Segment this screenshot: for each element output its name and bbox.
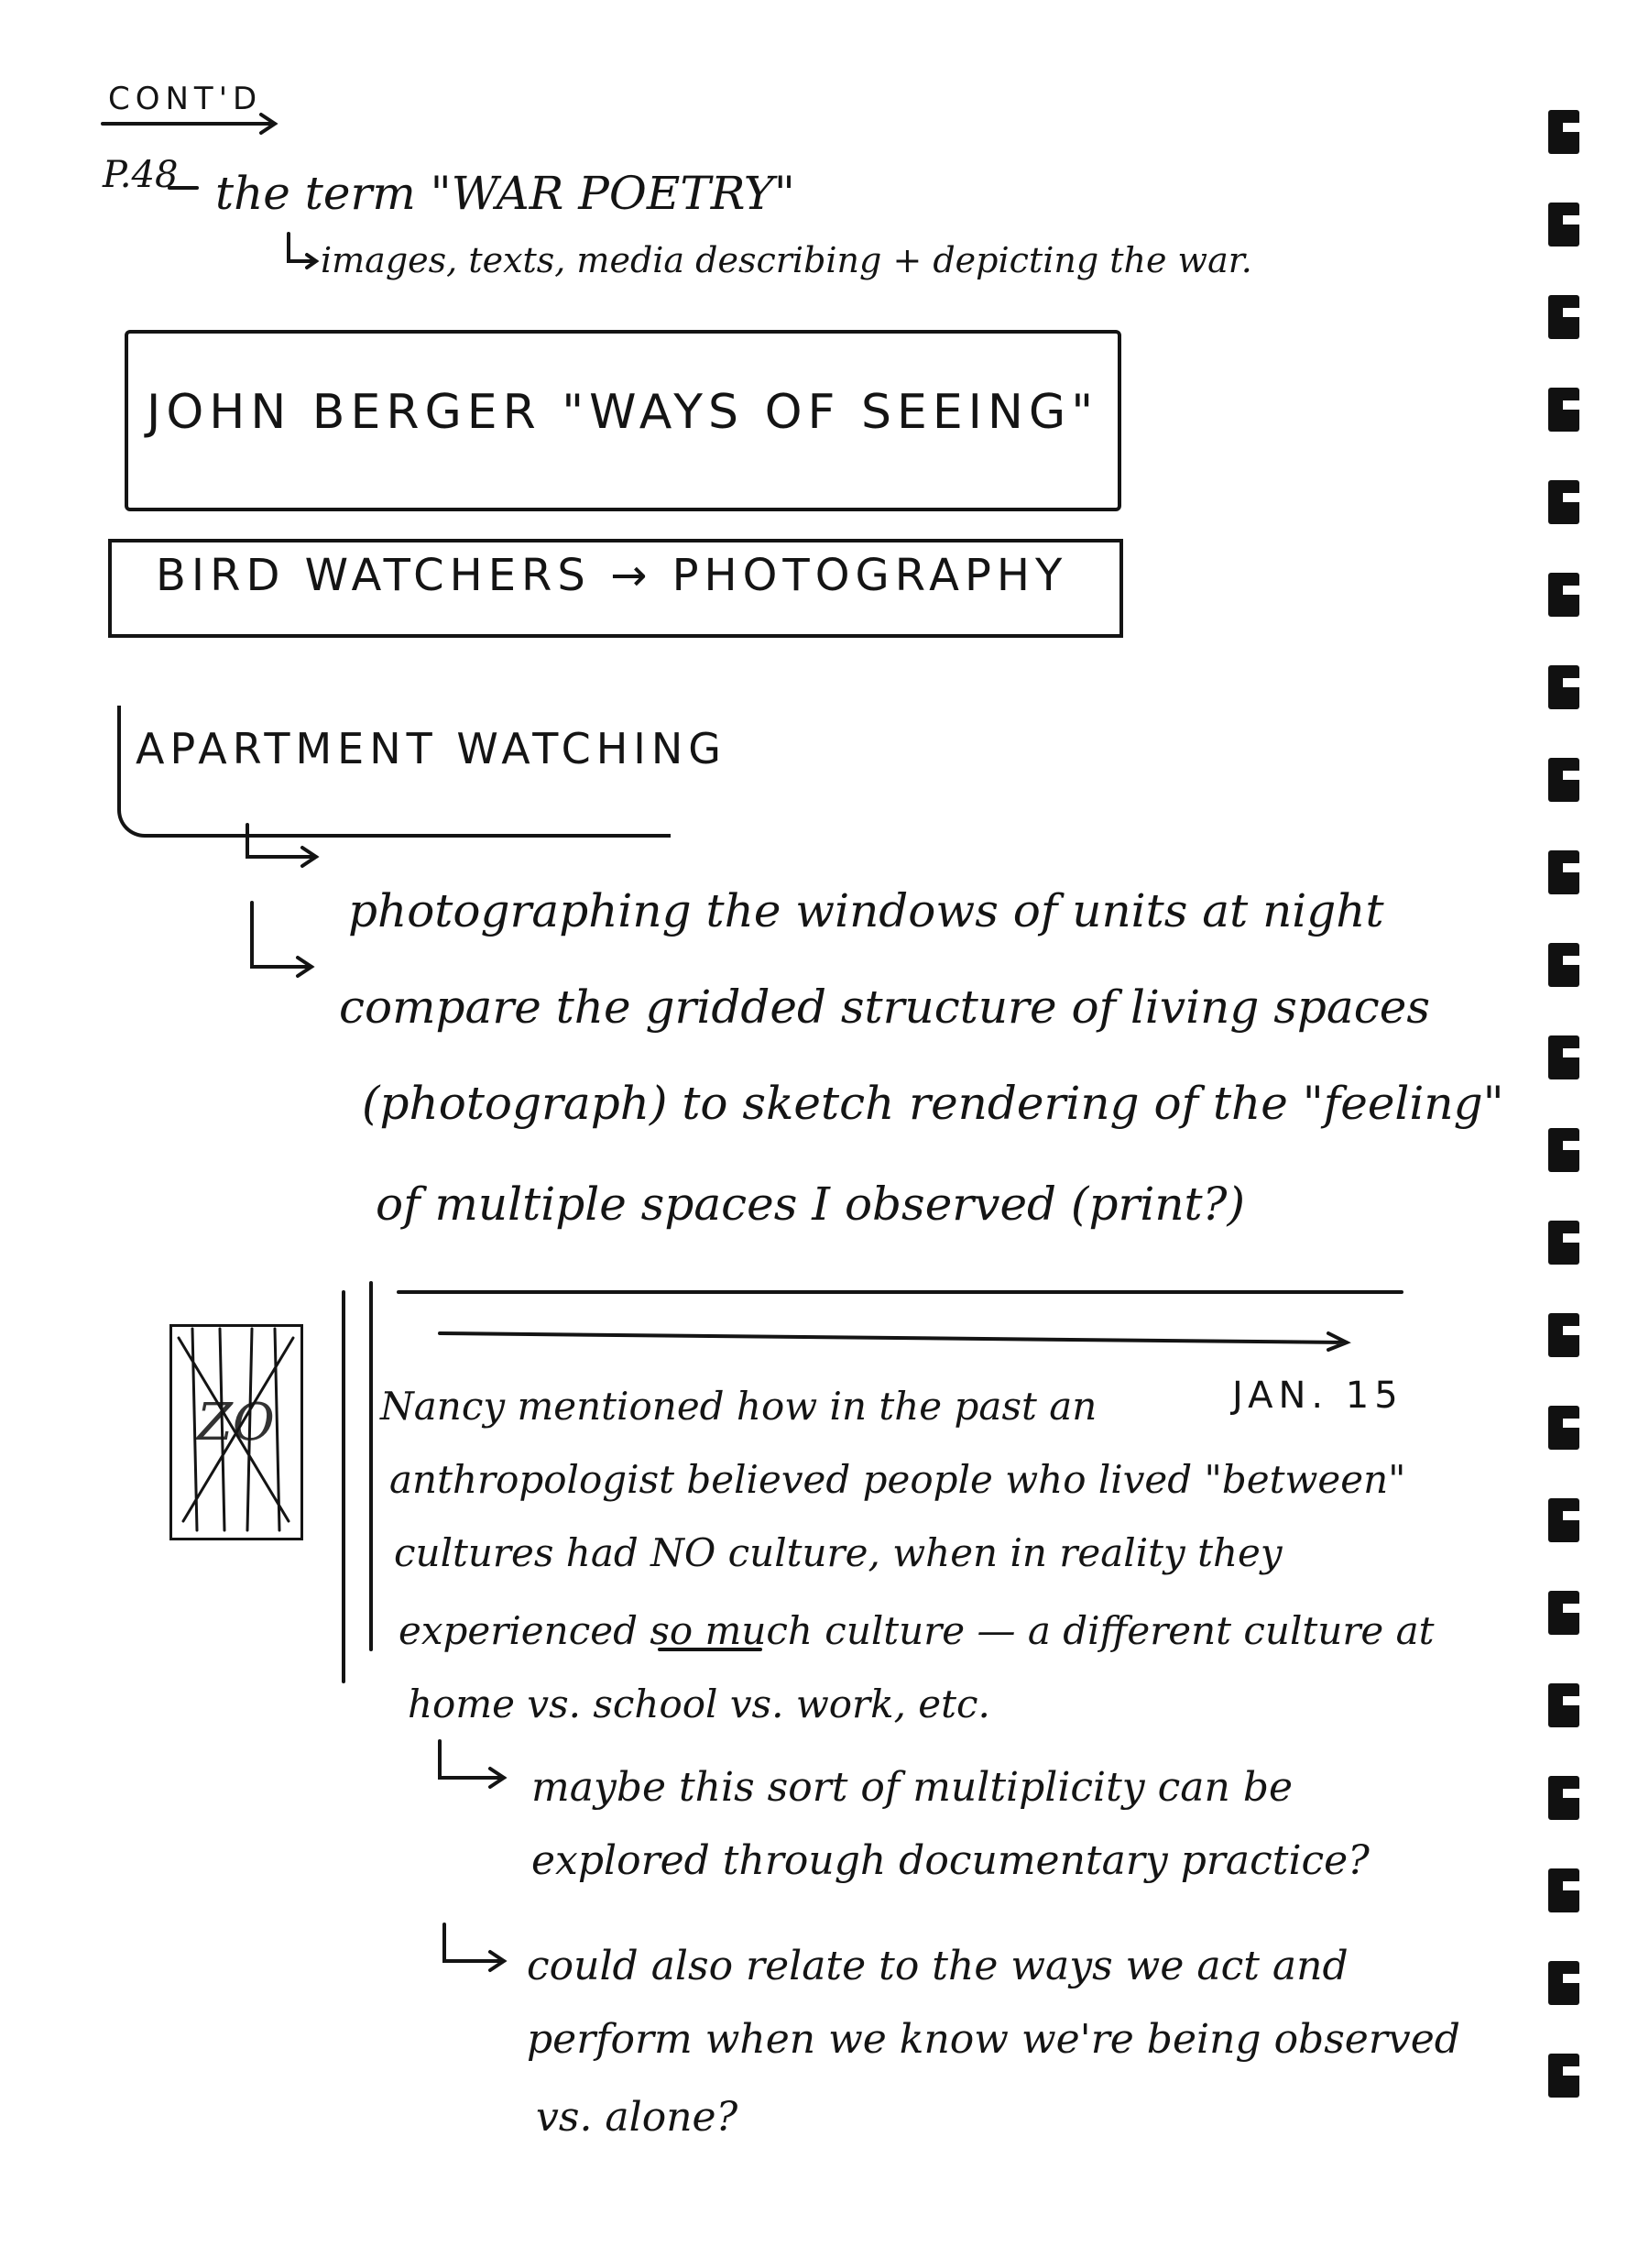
binding-hole: [1548, 2054, 1579, 2098]
apartment-note-2: compare the gridded structure of living spaces: [339, 981, 1430, 1034]
observed-note-line-2: perform when we know we're being observed: [527, 2016, 1460, 2063]
entry-date: JAN. 15: [1232, 1375, 1403, 1417]
binding-hole: [1548, 1498, 1579, 1542]
observed-note-line-1: could also relate to the ways we act and: [527, 1943, 1349, 1989]
contd-label: CONT'D: [108, 81, 263, 117]
definition-arrow-icon: [289, 234, 316, 268]
binding-hole: [1548, 1128, 1579, 1172]
multiplicity-arrow-icon: [440, 1741, 504, 1787]
war-poetry-definition: images, texts, media describing + depicting the war.: [321, 240, 1252, 280]
binding-hole: [1548, 295, 1579, 339]
binding-hole: [1548, 1406, 1579, 1450]
observed-arrow-icon: [444, 1924, 504, 1970]
apartment-note-1: photographing the windows of units at night: [348, 884, 1384, 937]
bird-watchers-text: BIRD WATCHERS → PHOTOGRAPHY: [156, 550, 1068, 601]
binding-hole: [1548, 1683, 1579, 1727]
apartment-arrow-1-icon: [247, 825, 316, 866]
binding-hole: [1548, 110, 1579, 154]
sketch-label: ZO: [197, 1393, 275, 1452]
spiral-binding: [1548, 110, 1594, 2227]
binding-hole: [1548, 758, 1579, 802]
entry-line-3: cultures had NO culture, when in reality they: [394, 1530, 1283, 1575]
multiplicity-note-line-2: explored through documentary practice?: [531, 1837, 1370, 1884]
binding-hole: [1548, 480, 1579, 524]
observed-note-line-3: vs. alone?: [536, 2094, 738, 2141]
binding-hole: [1548, 1035, 1579, 1079]
binding-hole: [1548, 665, 1579, 709]
entry-line-4: experienced so much culture — a different culture at: [399, 1608, 1435, 1653]
apartment-note-4: of multiple spaces I observed (print?): [376, 1178, 1245, 1231]
binding-hole: [1548, 203, 1579, 247]
binding-hole: [1548, 388, 1579, 432]
war-poetry-term: the term "WAR POETRY": [215, 167, 795, 220]
page-reference: P.48: [103, 154, 179, 196]
binding-hole: [1548, 1313, 1579, 1357]
berger-text: JOHN BERGER "WAYS OF SEEING": [147, 385, 1099, 440]
entry-line-2: anthropologist believed people who lived "between": [389, 1457, 1406, 1502]
multiplicity-note-line-1: maybe this sort of multiplicity can be: [531, 1764, 1294, 1811]
apartment-arrow-2-icon: [252, 903, 311, 976]
binding-hole: [1548, 1776, 1579, 1820]
apartment-text: APARTMENT WATCHING: [136, 724, 726, 773]
binding-hole: [1548, 1591, 1579, 1635]
binding-hole: [1548, 1868, 1579, 1912]
sketch-scribble: [179, 1329, 293, 1530]
timeline-arrow-icon: [440, 1333, 1347, 1350]
binding-hole: [1548, 850, 1579, 894]
entry-line-1: Nancy mentioned how in the past an: [380, 1384, 1098, 1429]
binding-hole: [1548, 1961, 1579, 2005]
contd-arrow-icon: [103, 115, 275, 133]
binding-hole: [1548, 573, 1579, 617]
binding-hole: [1548, 1221, 1579, 1265]
binding-hole: [1548, 943, 1579, 987]
entry-line-5: home vs. school vs. work, etc.: [408, 1682, 990, 1726]
apartment-note-3: (photograph) to sketch rendering of the "feeling": [362, 1077, 1504, 1130]
